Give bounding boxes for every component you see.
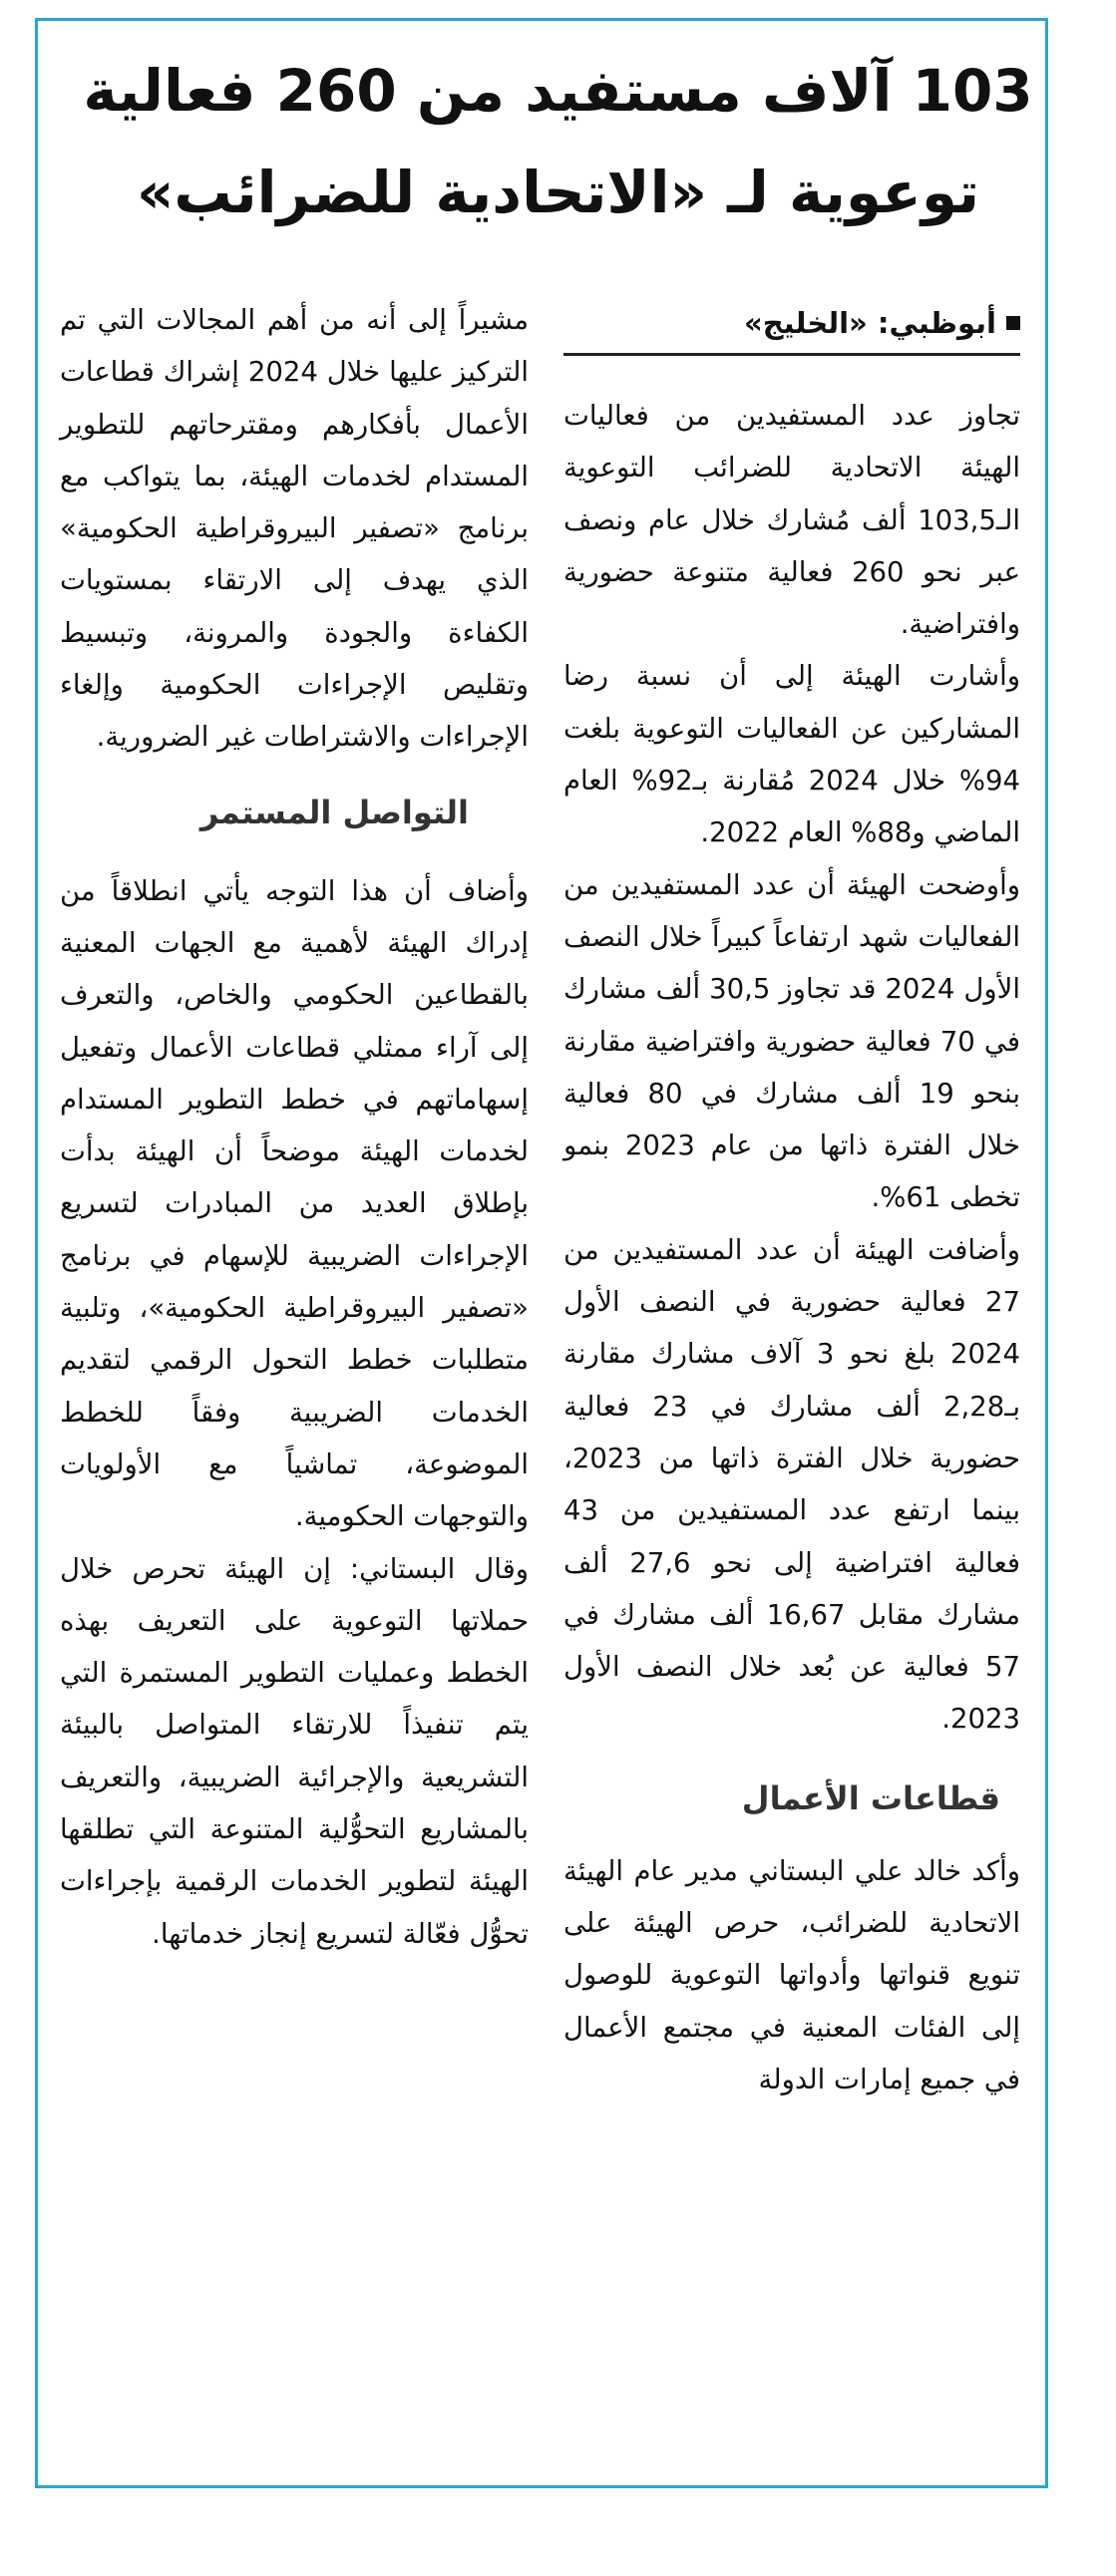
paragraph: وأكد خالد علي البستاني مدير عام الهيئة الاتحادية للضرائب، حرص الهيئة على تنويع قنواتها وأدواتها التوعوية للوصول إلى الفئات المعنية في مجتمع الأعمال في جميع إمارات الدولة: [563, 1854, 1020, 2095]
byline: [563, 299, 1020, 356]
headline: [60, 40, 1056, 243]
byline-text: أبوظبي: «الخليج»: [744, 306, 996, 340]
subheading: قطاعات الأعمال: [741, 1778, 1000, 1817]
headline-line-2: توعوية لـ «الاتحادية للضرائب»: [136, 159, 980, 226]
paragraph: تجاوز عدد المستفيدين من فعاليات الهيئة الاتحادية للضرائب التوعوية الـ103,5 ألف مُشارك خلال عام ونصف عبر نحو 260 فعالية متنوعة حضورية وافتراضية.: [563, 400, 1021, 641]
byline-square-icon: [1006, 316, 1020, 330]
paragraph: وأضاف أن هذا التوجه يأتي انطلاقاً من إدراك الهيئة لأهمية مع الجهات المعنية بالقطاعين الحكومي والخاص، والتعرف إلى آراء ممثلي قطاعات الأعمال وتفعيل إسهاماتهم في خطط التطوير المستدام لخدمات الهيئة موضحاً أن الهيئة بدأت بإطلاق العديد من المبادرات لتسريع الإجراءات الضريبية للإسهام في برنامج «تصفير البيروقراطية الحكومية»، وتلبية متطلبات خطط التحول الرقمي لتقديم الخدمات الضريبية وفقاً للخطط الموضوعة، تماشياً مع الأولويات والتوجهات الحكومية.: [60, 874, 529, 1533]
paragraph: وقال البستاني: إن الهيئة تحرص خلال حملاتها التوعوية على التعريف بهذه الخطط وعمليات التطوير المستمرة التي يتم تنفيذاً للارتقاء المتواصل بالبيئة التشريعية والإجرائية الضريبية، والتعريف بالمشاريع التحوُّلية المتنوعة التي تطلقها الهيئة لتطوير الخدمات الرقمية بإجراءات تحوُّل فعّالة لتسريع إنجاز خدماتها.: [60, 1552, 529, 1950]
paragraph: وأوضحت الهيئة أن عدد المستفيدين من الفعاليات شهد ارتفاعاً كبيراً خلال النصف الأول 2024 قد تجاوز 30,5 ألف مشارك في 70 فعالية حضورية وافتراضية مقارنة بنحو 19 ألف مشارك في 80 فعالية خلال الفترة ذاتها من عام 2023 بنمو تخطى 61%.: [563, 868, 1021, 1214]
paragraph: مشيراً إلى أنه من أهم المجالات التي تم التركيز عليها خلال 2024 إشراك قطاعات الأعمال بأفكارهم ومقترحاتهم للتطوير المستدام لخدمات الهيئة، بما يتواكب مع برنامج «تصفير البيروقراطية الحكومية» الذي يهدف إلى الارتقاء بمستويات الكفاءة والجودة والمرونة، وتبسيط وتقليص الإجراءات الحكومية وإلغاء الإجراءات والاشتراطات غير الضرورية.: [60, 304, 529, 754]
left-column: [60, 294, 529, 1960]
paragraph: وأضافت الهيئة أن عدد المستفيدين من 27 فعالية حضورية في النصف الأول 2024 بلغ نحو 3 آلاف مشارك مقارنة بـ2,28 ألف مشارك في 23 فعالية حضورية خلال الفترة ذاتها من 2023، بينما ارتفع عدد المستفيدين من 43 فعالية افتراضية إلى نحو 27,6 ألف مشارك مقابل 16,67 ألف مشارك في 57 فعالية عن بُعد خلال النصف الأول 2023.: [563, 1233, 1021, 1736]
paragraph: وأشارت الهيئة إلى أن نسبة رضا المشاركين عن الفعاليات التوعوية بلغت 94% خلال 2024 مُقارنة بـ92% العام الماضي و88% العام 2022.: [563, 660, 1020, 849]
right-column: [563, 299, 1020, 2105]
headline-line-1: 103 آلاف مستفيد من 260 فعالية: [83, 57, 1033, 125]
subheading: التواصل المستمر: [199, 793, 469, 831]
